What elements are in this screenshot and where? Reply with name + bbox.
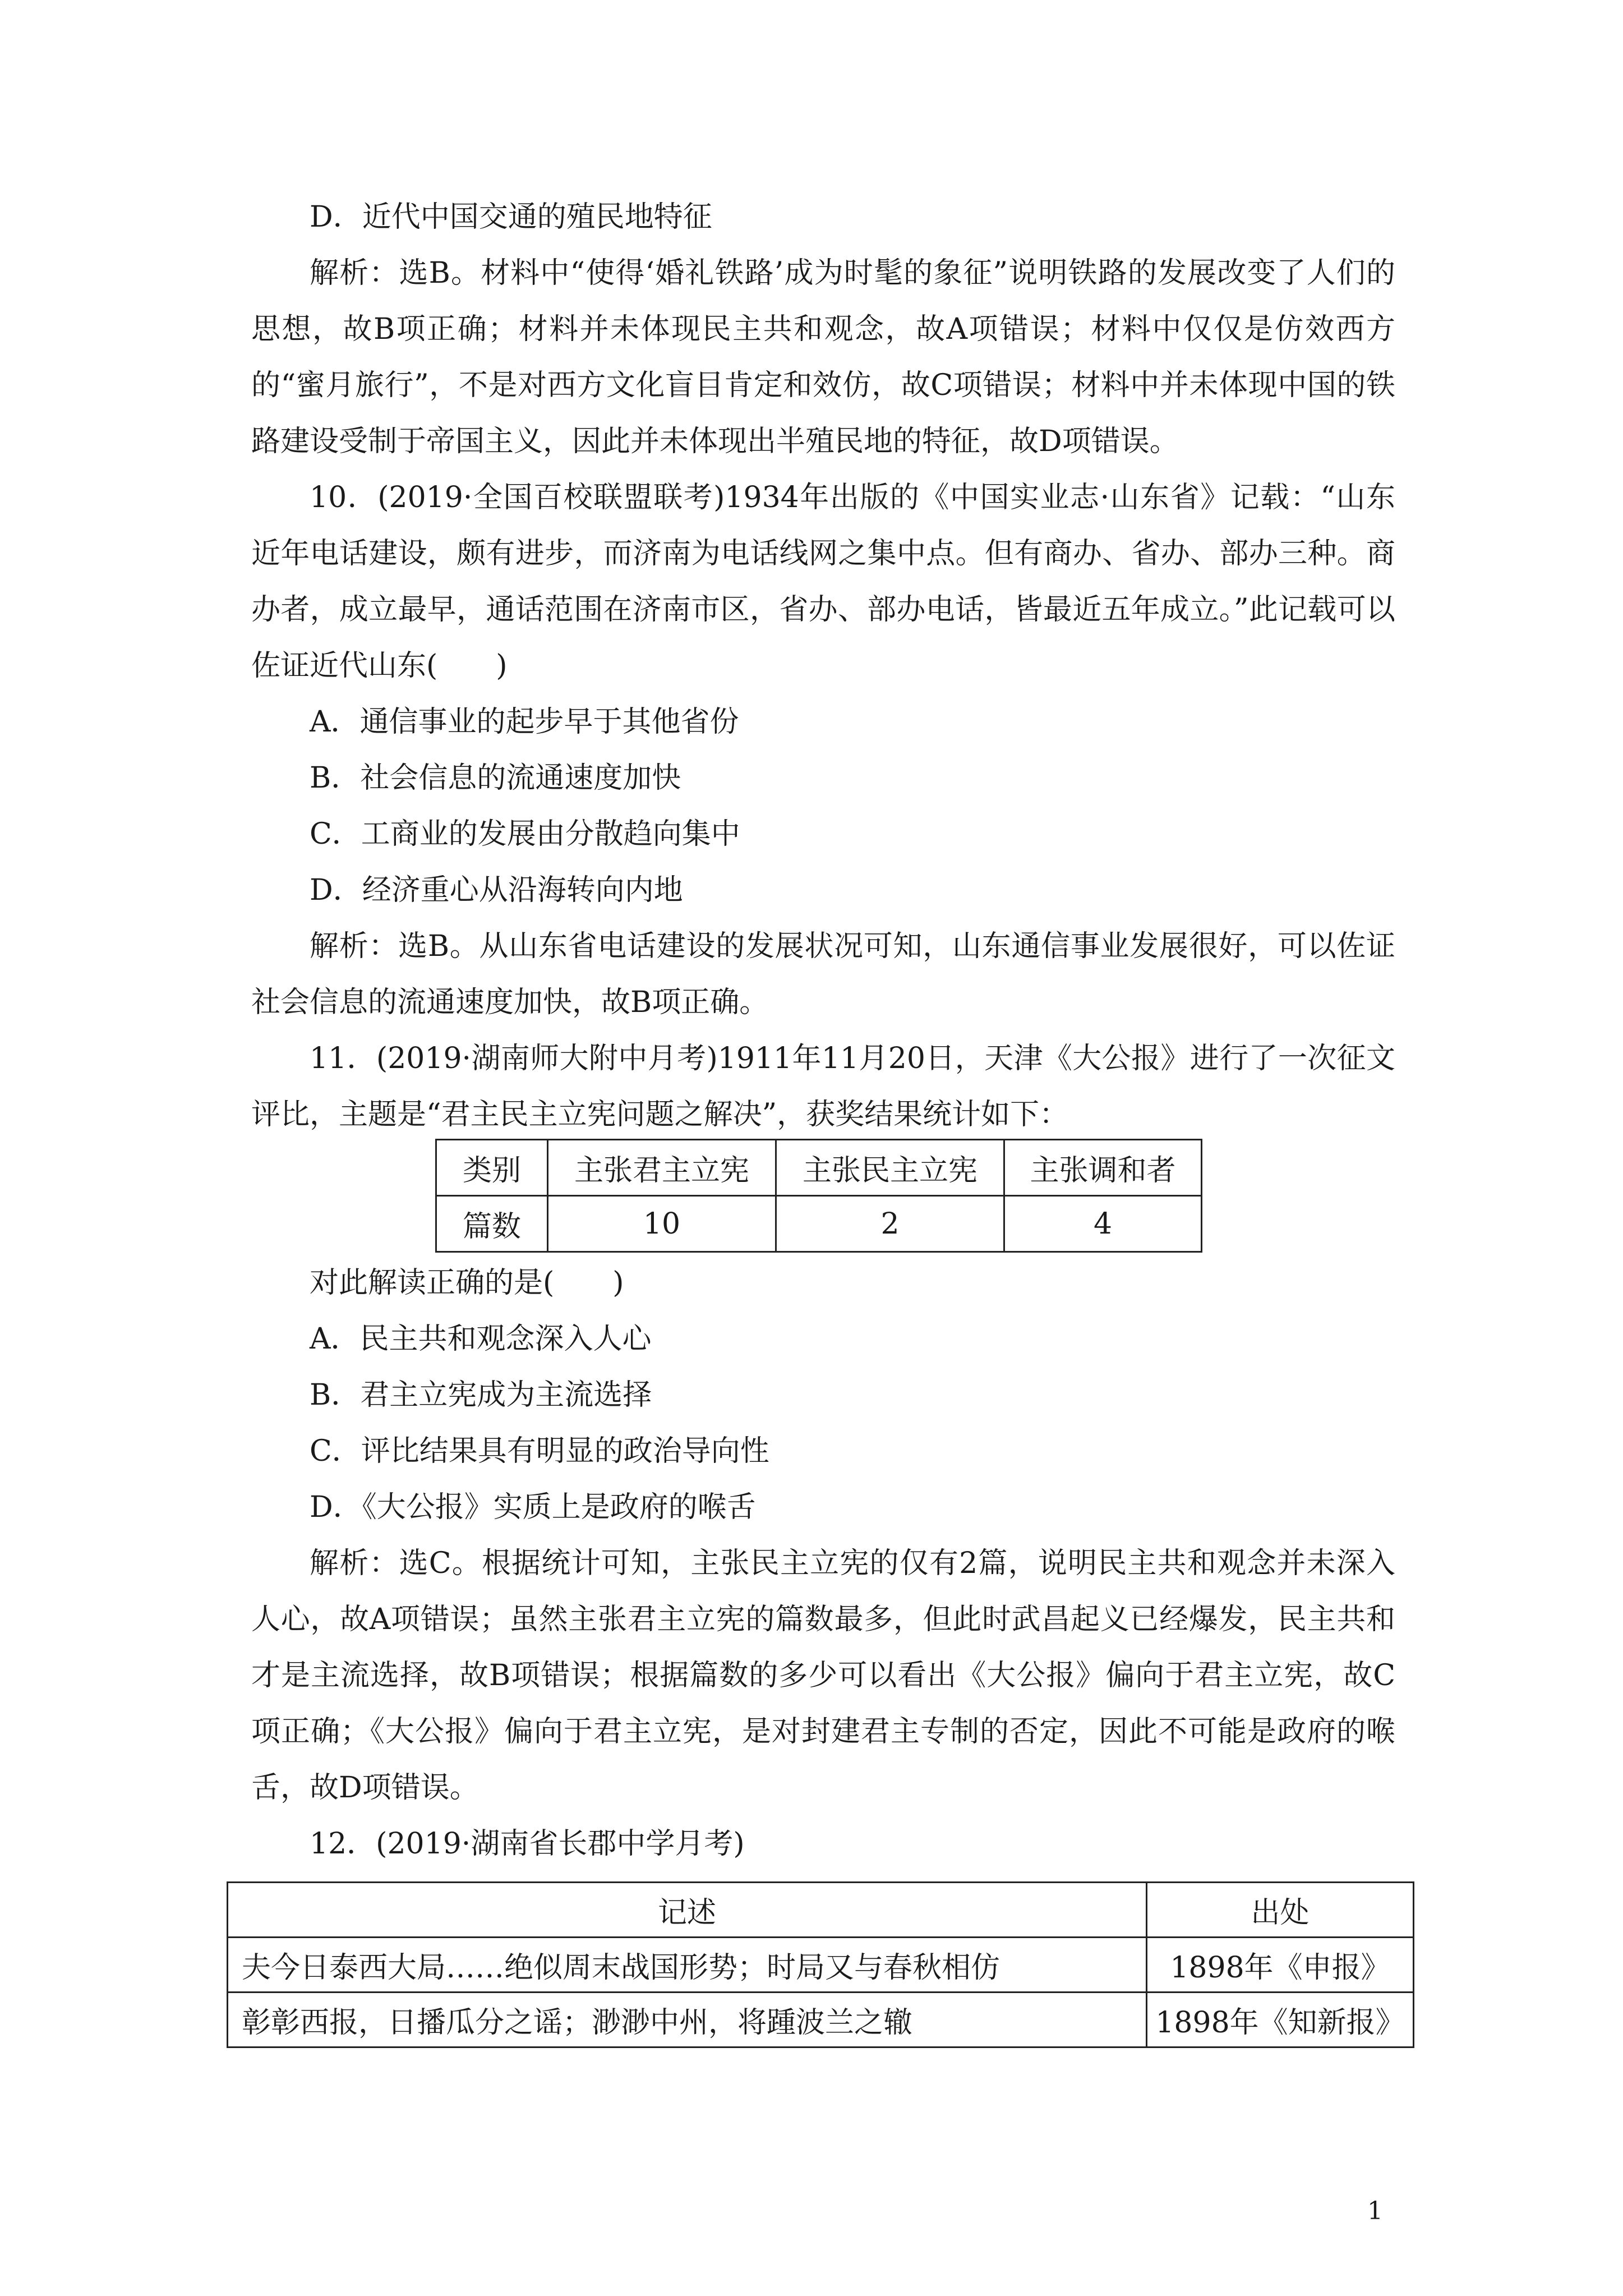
table-cell: 1898年《知新报》 (1147, 1993, 1414, 2047)
table-cell: 出处 (1147, 1883, 1414, 1938)
table-cell: 主张民主立宪 (776, 1140, 1004, 1196)
q9-analysis: 解析：选B。材料中“使得‘婚礼铁路’成为时髦的象征”说明铁路的发展改变了人们的思想，故B项正确；材料并未体现民主共和观念，故A项错误；材料中仅仅是仿效西方的“蜜月旅行”，不是对西方文化盲目肯定和效仿，故C项错误；材料中并未体现中国的铁路建设受制于帝国主义，因此并未体现出半殖民地的特征，故D项错误。 (251, 256, 1395, 458)
q12-records-table (227, 1881, 1414, 2048)
q11-stem: 11．(2019·湖南师大附中月考)1911年11月20日，天津《大公报》进行了一次征文评比，主题是“君主民主立宪问题之解决”，获奖结果统计如下： (251, 1042, 1395, 1131)
table-cell: 彰彰西报，日播瓜分之谣；渺渺中州，将踵波兰之辙 (228, 1993, 1147, 2047)
table-cell: 4 (1004, 1196, 1202, 1252)
table-cell: 主张君主立宪 (548, 1140, 776, 1196)
q11-option-b: B．君主立宪成为主流选择 (310, 1378, 652, 1412)
page-number: 1 (1367, 2197, 1383, 2225)
table-row (436, 1196, 1202, 1252)
q11-option-d: D．《大公报》实质上是政府的喉舌 (310, 1490, 756, 1524)
q11-analysis: 解析：选C。根据统计可知，主张民主立宪的仅有2篇，说明民主共和观念并未深入人心，故A项错误；虽然主张君主立宪的篇数最多，但此时武昌起义已经爆发，民主共和才是主流选择，故B项错误；根据篇数的多少可以看出《大公报》偏向于君主立宪，故C项正确；《大公报》偏向于君主立宪，是对封建君主专制的否定，因此不可能是政府的喉舌，故D项错误。 (251, 1547, 1395, 1805)
q10-option-d: D．经济重心从沿海转向内地 (310, 873, 683, 907)
q11-option-a: A．民主共和观念深入人心 (310, 1322, 652, 1356)
table-cell: 10 (548, 1196, 776, 1252)
table-cell: 1898年《申报》 (1147, 1938, 1414, 1993)
q11-question: 对此解读正确的是( ) (310, 1266, 624, 1300)
q10-option-a: A．通信事业的起步早于其他省份 (310, 705, 739, 739)
q11-stats-table (435, 1139, 1202, 1253)
q11-option-c: C．评比结果具有明显的政治导向性 (310, 1434, 769, 1468)
table-cell: 类别 (436, 1140, 548, 1196)
table-cell: 篇数 (436, 1196, 548, 1252)
q10-option-c: C．工商业的发展由分散趋向集中 (310, 817, 740, 851)
q10-analysis: 解析：选B。从山东省电话建设的发展状况可知，山东通信事业发展很好，可以佐证社会信息的流通速度加快，故B项正确。 (251, 930, 1395, 1019)
table-row (228, 1938, 1414, 1993)
q12-stem: 12．(2019·湖南省长郡中学月考) (310, 1827, 745, 1861)
table-row (436, 1140, 1202, 1196)
table-row (228, 1883, 1414, 1938)
q10-option-b: B．社会信息的流通速度加快 (310, 761, 681, 795)
table-cell: 夫今日泰西大局……绝似周末战国形势；时局又与春秋相仿 (228, 1938, 1147, 1993)
q9-option-d: D．近代中国交通的殖民地特征 (310, 200, 712, 234)
q10-stem: 10．(2019·全国百校联盟联考)1934年出版的《中国实业志·山东省》记载：“山东近年电话建设，颇有进步，而济南为电话线网之集中点。但有商办、省办、部办三种。商办者，成立最早，通话范围在济南市区，省办、部办电话，皆最近五年成立。”此记载可以佐证近代山东( ) (251, 481, 1395, 683)
table-cell: 记述 (228, 1883, 1147, 1938)
table-cell: 2 (776, 1196, 1004, 1252)
table-cell: 主张调和者 (1004, 1140, 1202, 1196)
table-row (228, 1993, 1414, 2047)
